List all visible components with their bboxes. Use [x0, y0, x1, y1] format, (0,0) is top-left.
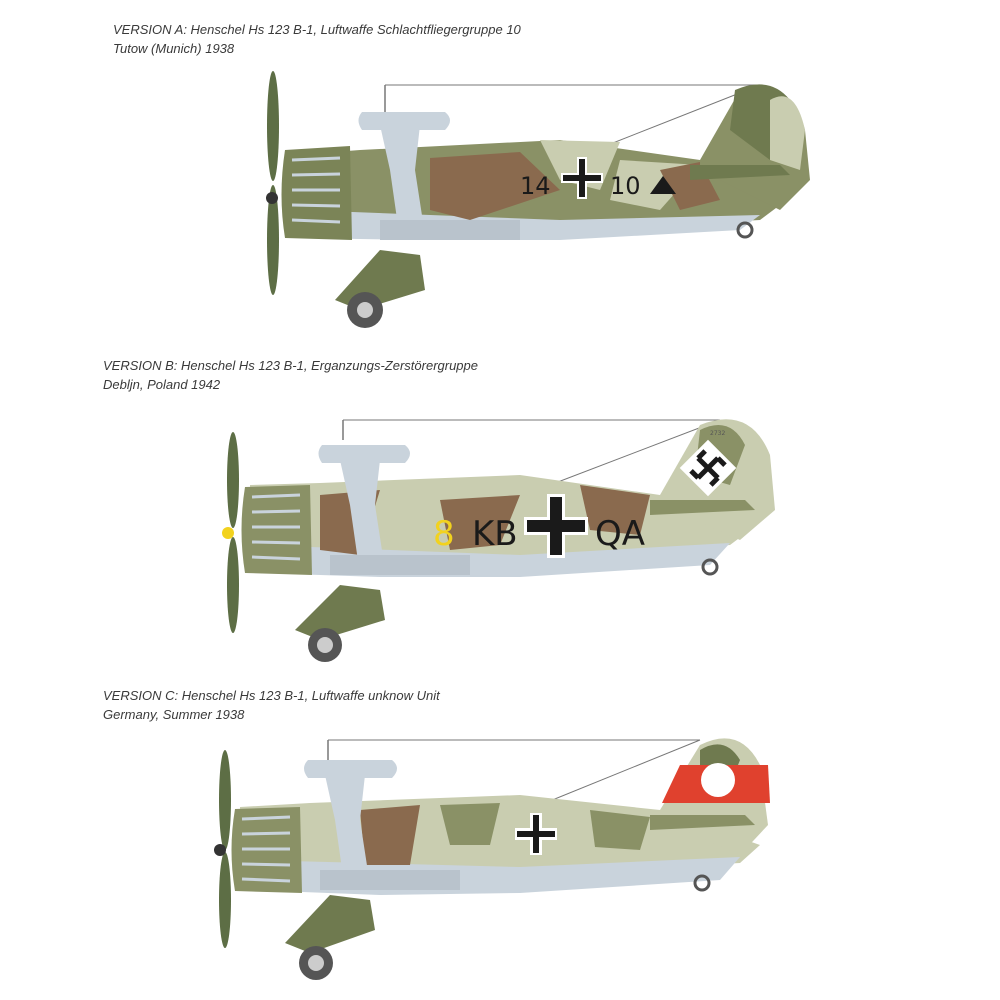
version-b-code-right: QA	[595, 514, 646, 554]
version-c-title: VERSION C: Henschel Hs 123 B-1, Luftwaffe unknow Unit	[103, 688, 440, 703]
propeller-blade-top	[267, 71, 279, 181]
version-b-subtitle: Debljn, Poland 1942	[103, 377, 221, 392]
version-a-caption	[113, 20, 521, 58]
version-b-title: VERSION B: Henschel Hs 123 B-1, Erganzungs-Zerstörergruppe	[103, 358, 479, 373]
version-c-plane	[0, 725, 1000, 1000]
version-a-title: VERSION A: Henschel Hs 123 B-1, Luftwaffe Schlachtfliegergruppe 10	[113, 22, 521, 37]
version-b-plane	[0, 405, 1000, 670]
version-c-caption	[103, 686, 440, 724]
tail-band-icon	[662, 763, 770, 803]
version-b-code-left: KB	[472, 514, 518, 554]
version-a-plane	[0, 70, 1000, 340]
version-a-code-right: 10	[610, 172, 641, 200]
version-c-subtitle: Germany, Summer 1938	[103, 707, 245, 722]
version-a-subtitle: Tutow (Munich) 1938	[113, 41, 235, 56]
tail-serial: 2732	[710, 430, 726, 437]
version-b-caption	[103, 356, 478, 394]
version-a-code-left: 14	[520, 172, 551, 200]
version-b-code-yellow: 8	[433, 514, 455, 554]
